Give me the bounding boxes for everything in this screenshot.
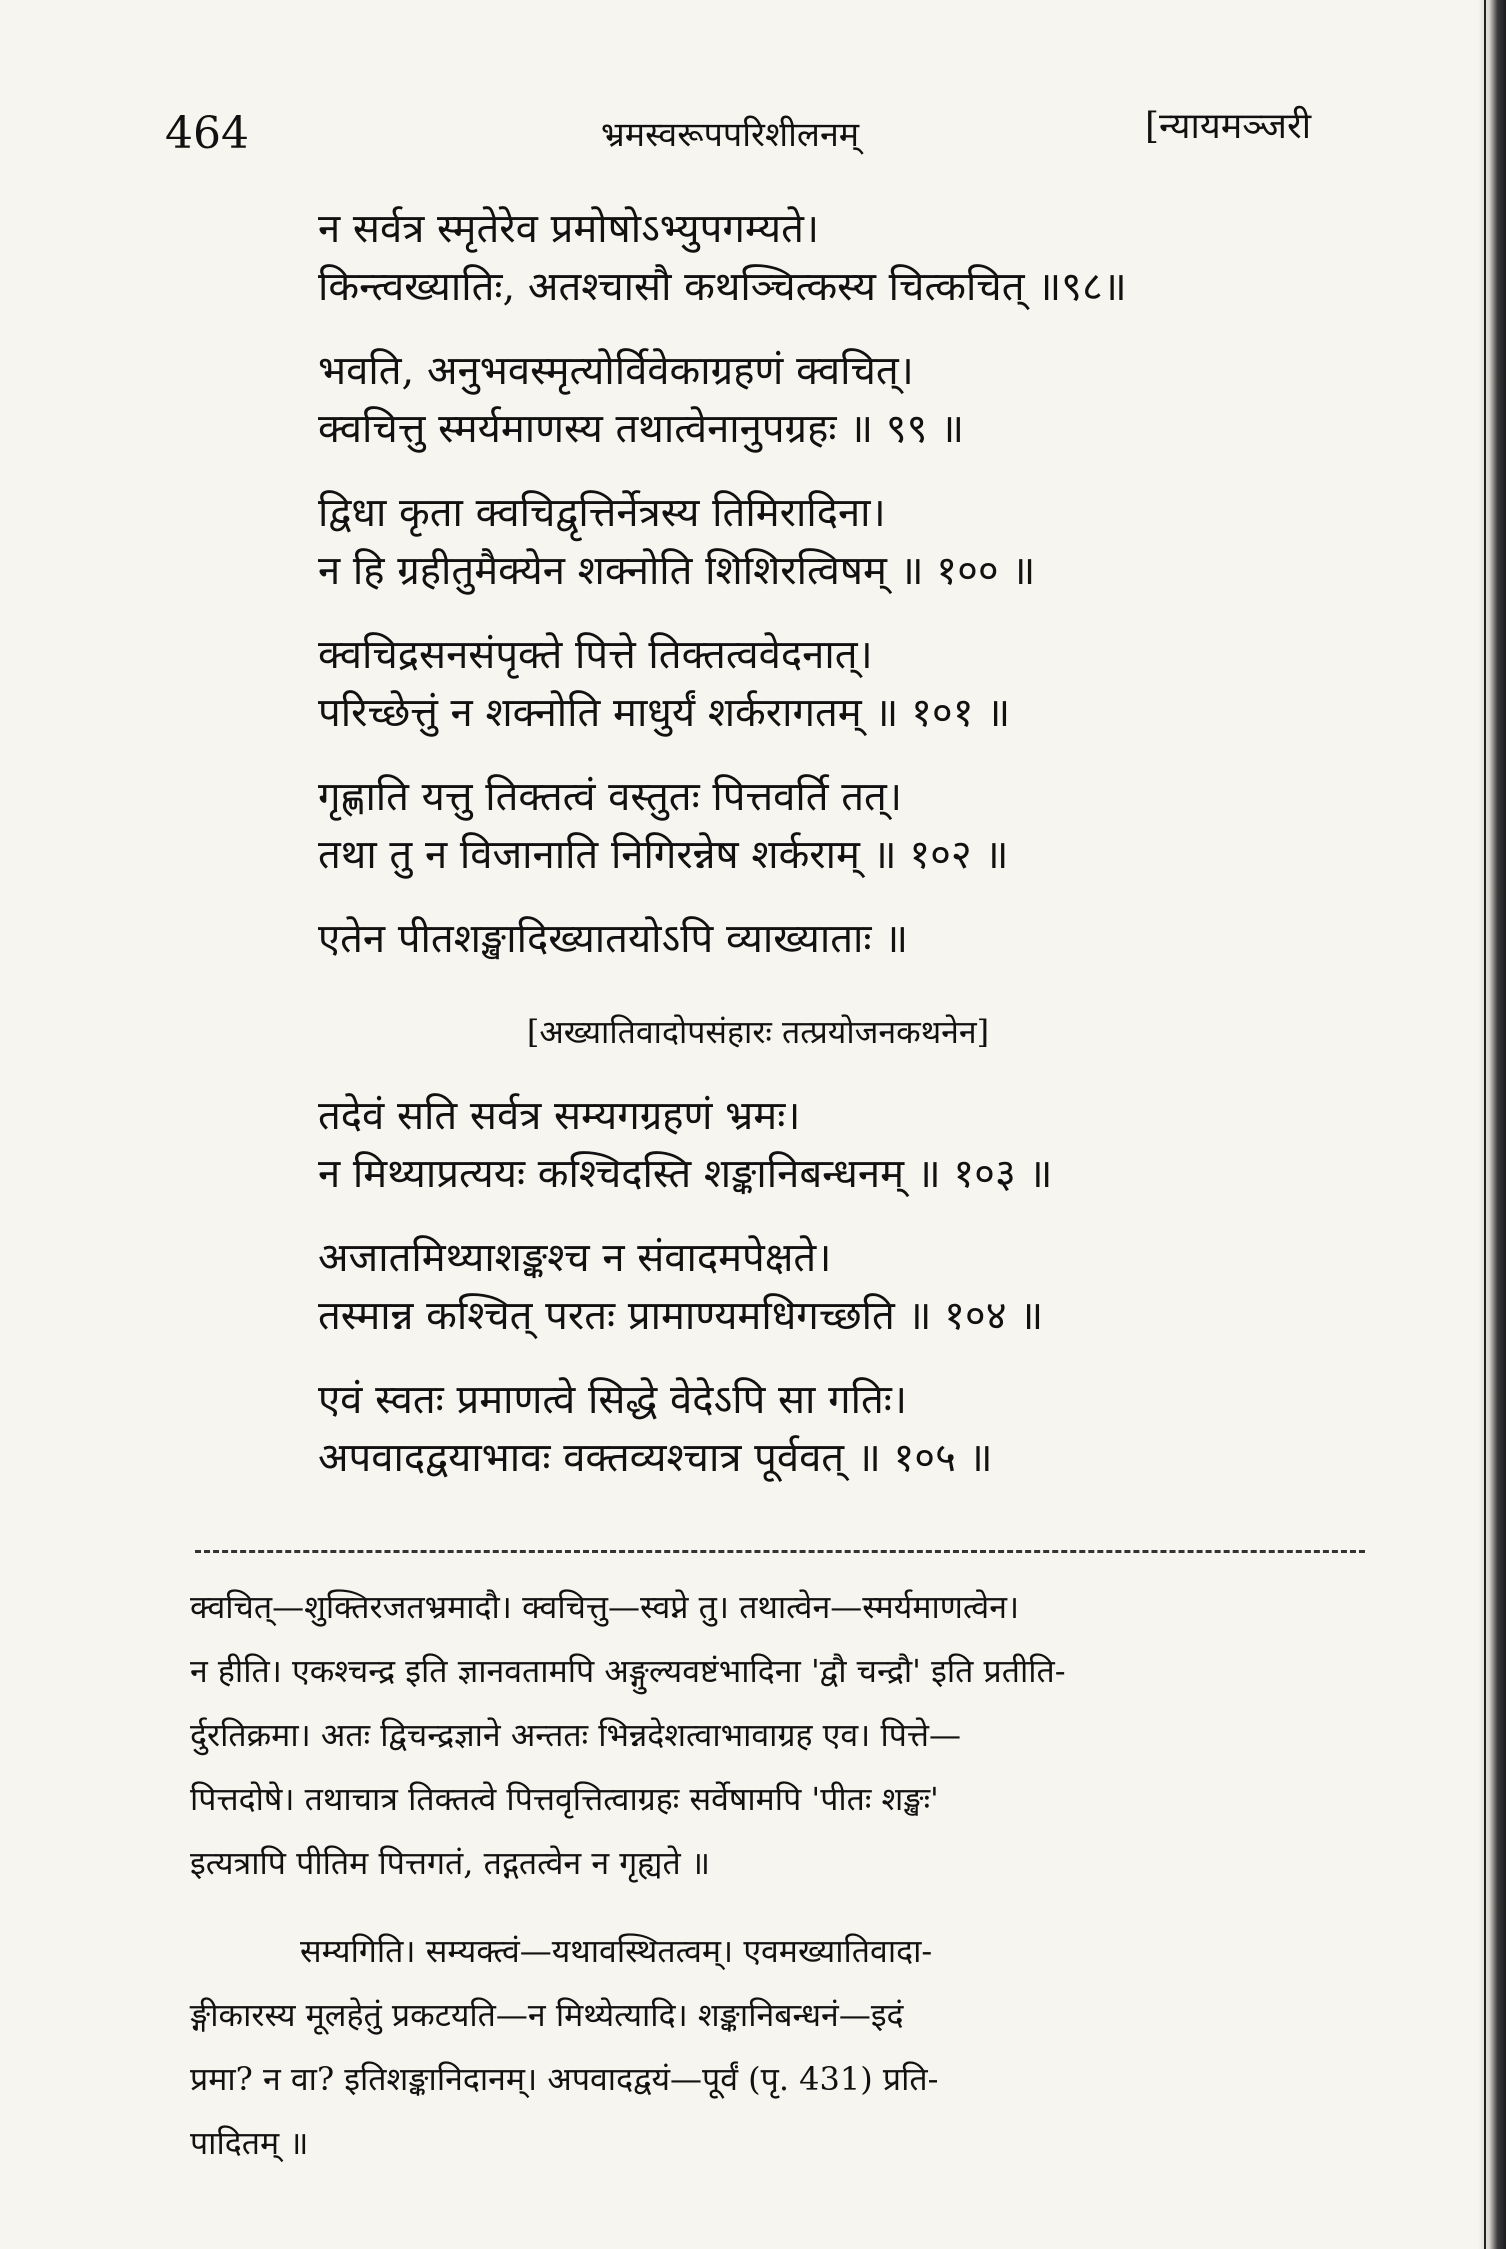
commentary-line: र्दुरतिक्रमा। अतः द्विचन्द्रज्ञाने अन्ततः भिन्नदेशत्वाभावाग्रह एव। पित्ते— [190, 1716, 962, 1754]
book-spine [1478, 0, 1506, 2249]
verse-99 [318, 342, 1418, 458]
verse-105 [318, 1371, 1418, 1487]
verse-line: तदेवं सति सर्वत्र सम्यगग्रहणं भ्रमः। [318, 1093, 801, 1139]
verse-line: एतेन पीतशङ्खादिख्यातयोऽपि व्याख्याताः ॥ [318, 916, 909, 962]
verse-line: परिच्छेत्तुं न शक्नोति माधुर्यं शर्करागतम् ॥ १०१ ॥ [318, 690, 1011, 736]
verse-line: क्वचिद्रसनसंपृक्ते पित्ते तिक्तत्ववेदनात्। [318, 632, 873, 678]
commentary-line: ङ्गीकारस्य मूलहेतुं प्रकटयति—न मिथ्येत्यादि। शङ्कानिबन्धनं—इदं [190, 1996, 904, 2034]
verse-line: क्वचित्तु स्मर्यमाणस्य तथात्वेनानुपग्रहः ॥ ९९ ॥ [318, 406, 965, 452]
verse-line: गृह्णाति यत्तु तिक्तत्वं वस्तुतः पित्तवर्ति तत्। [318, 774, 902, 820]
paragraph-gap [190, 1895, 1370, 1919]
commentary-line: पित्तदोषे। तथाचात्र तिक्तत्वे पित्तवृत्तित्वाग्रहः सर्वेषामपि 'पीतः शङ्खः' [190, 1780, 939, 1818]
verse-block [318, 200, 1418, 1513]
page-number: 464 [165, 108, 249, 159]
section-subheading: [अख्यातिवादोपसंहारः तत्प्रयोजनकथनेन] [526, 1013, 990, 1051]
verse-line: किन्त्वख्यातिः, अतश्चासौ कथञ्चित्कस्य चित्कचित् ॥९८॥ [318, 264, 1127, 310]
verse-102 [318, 768, 1418, 884]
verse-line: न सर्वत्र स्मृतेरेव प्रमोषोऽभ्युपगम्यते। [318, 206, 820, 252]
verse-line: अपवादद्वयाभावः वक्तव्यश्चात्र पूर्ववत् ॥ १०५ ॥ [318, 1435, 993, 1481]
section-mark: [न्यायमञ्जरी [1145, 106, 1312, 147]
verse-101 [318, 626, 1418, 742]
verse-line: द्विधा कृता क्वचिद्वृत्तिर्नेत्रस्य तिमिरादिना। [318, 490, 886, 536]
verse-104 [318, 1229, 1418, 1345]
verse-line: एवं स्वतः प्रमाणत्वे सिद्धे वेदेऽपि सा गतिः। [318, 1377, 908, 1423]
verse-line: अजातमिथ्याशङ्कश्च न संवादमपेक्षते। [318, 1235, 832, 1281]
commentary-divider [195, 1550, 1365, 1553]
commentary-line: न हीति। एकश्चन्द्र इति ज्ञानवतामपि अङ्गुल्यवष्टंभादिना 'द्वौ चन्द्रौ' इति प्रतीति- [190, 1652, 1066, 1690]
verse-single [318, 910, 1418, 968]
running-title: भ्रमस्वरूपपरिशीलनम् [600, 115, 860, 155]
verse-100 [318, 484, 1418, 600]
commentary-line: प्रमा? न वा? इतिशङ्कानिदानम्। अपवादद्वयं—पूर्वं (पृ. 431) प्रति- [190, 2060, 939, 2098]
verse-103 [318, 1087, 1418, 1203]
commentary-line: क्वचित्—शुक्तिरजतभ्रमादौ। क्वचित्तु—स्वप्ने तु। तथात्वेन—स्मर्यमाणत्वेन। [190, 1588, 1020, 1626]
verse-line: न हि ग्रहीतुमैक्येन शक्नोति शिशिरत्विषम् ॥ १०० ॥ [318, 548, 1036, 594]
commentary-line: पादितम् ॥ [190, 2124, 309, 2162]
verse-line: न मिथ्याप्रत्ययः कश्चिदस्ति शङ्कानिबन्धनम् ॥ १०३ ॥ [318, 1151, 1053, 1197]
spine-rule [1484, 0, 1486, 2249]
commentary-line: सम्यगिति। सम्यक्त्वं—यथावस्थितत्वम्। एवमख्यातिवादा- [300, 1932, 933, 1970]
verse-line: तथा तु न विजानाति निगिरन्नेष शर्कराम् ॥ १०२ ॥ [318, 832, 1009, 878]
verse-98 [318, 200, 1418, 316]
commentary-block [190, 1575, 1370, 2175]
verse-line: भवति, अनुभवस्मृत्योर्विवेकाग्रहणं क्वचित्। [318, 348, 914, 394]
page-header [0, 100, 1506, 160]
commentary-line: इत्यत्रापि पीतिम पित्तगतं, तद्गतत्वेन न गृह्यते ॥ [190, 1844, 711, 1882]
verse-line: तस्मान्न कश्चित् परतः प्रामाण्यमधिगच्छति ॥ १०४ ॥ [318, 1293, 1044, 1339]
